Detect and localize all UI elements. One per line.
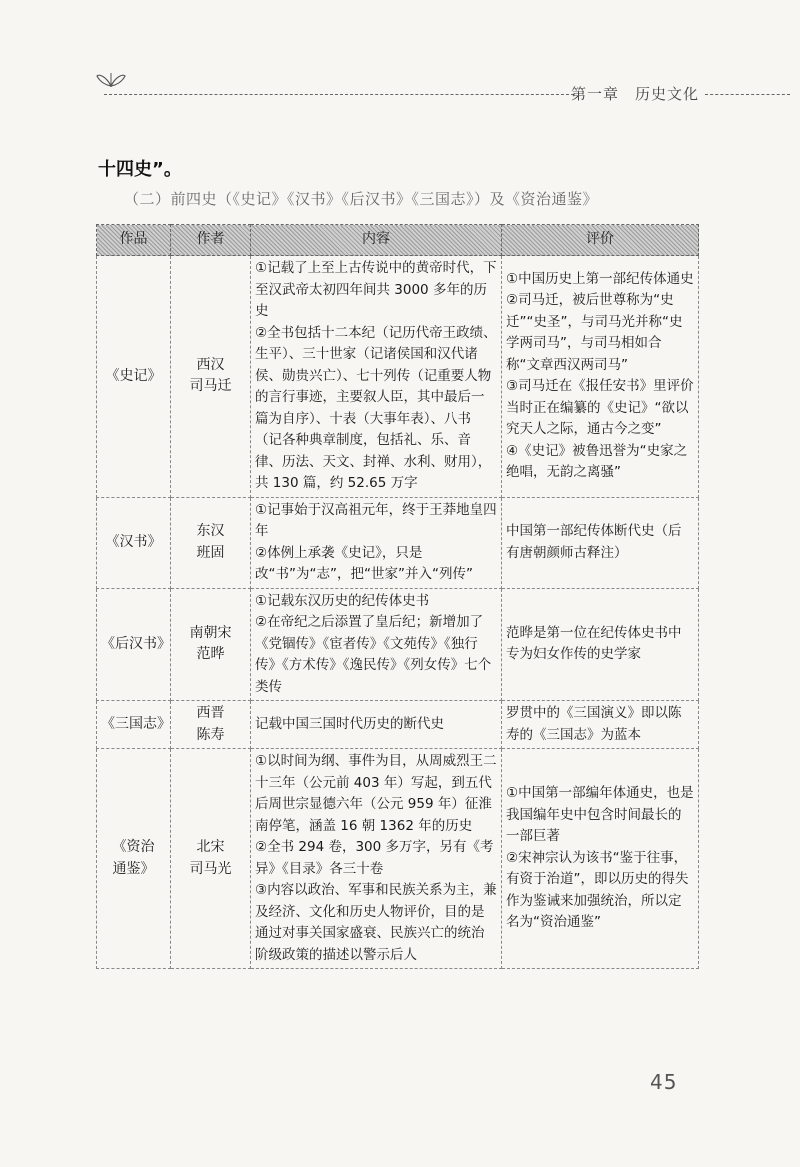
table-header-row xyxy=(97,225,699,256)
header-rule-left xyxy=(104,94,574,95)
evaluation-cell: ①中国历史上第一部纪传体通史 ②司马迁，被后世尊称为“史迁”“史圣”，与司马光并称“史学两司马”，与司马相如合称“文章西汉两司马” ③司马迁在《报任安书》里评价当时正在编纂的《史记》“欲以究天人之际，通古今之变” ④《史记》被鲁迅誉为“史家之绝唱，无韵之离骚” xyxy=(502,256,699,498)
evaluation-cell: 范晔是第一位在纪传体史书中专为妇女作传的史学家 xyxy=(502,588,699,701)
author-cell: 西晋 陈寿 xyxy=(171,701,251,749)
header-evaluation: 评价 xyxy=(502,225,699,256)
evaluation-cell: 中国第一部纪传体断代史（后有唐朝颜师古释注） xyxy=(502,497,699,588)
author-cell: 西汉 司马迁 xyxy=(171,256,251,498)
author-cell: 东汉 班固 xyxy=(171,497,251,588)
leaf-ornament-icon xyxy=(96,70,126,88)
evaluation-cell: ①中国第一部编年体通史，也是我国编年史中包含时间最长的一部巨著 ②宋神宗认为该书“鉴于往事，有资于治道”，即以历史的得失作为鉴诫来加强统治，所以定名为“资治通鉴” xyxy=(502,749,699,969)
table-row xyxy=(97,588,699,701)
evaluation-cell: 罗贯中的《三国演义》即以陈寿的《三国志》为蓝本 xyxy=(502,701,699,749)
page-header xyxy=(90,70,790,110)
content-cell: ①记载东汉历史的纪传体史书 ②在帝纪之后添置了皇后纪；新增加了《党锢传》《宦者传》《文苑传》《独行传》《方术传》《逸民传》《列女传》七个类传 xyxy=(251,588,502,701)
table-row xyxy=(97,497,699,588)
header-author: 作者 xyxy=(171,225,251,256)
section-title: （二）前四史（《史记》《汉书》《后汉书》《三国志》）及《资治通鉴》 xyxy=(124,190,599,208)
header-content: 内容 xyxy=(251,225,502,256)
author-cell: 南朝宋 范晔 xyxy=(171,588,251,701)
work-cell: 《汉书》 xyxy=(97,497,171,588)
content-cell: ①记事始于汉高祖元年，终于王莽地皇四年 ②体例上承袭《史记》，只是改“书”为“志”，把“世家”并入“列传” xyxy=(251,497,502,588)
author-cell: 北宋 司马光 xyxy=(171,749,251,969)
table-body xyxy=(97,256,699,969)
page-number: 45 xyxy=(650,1070,678,1094)
table-row xyxy=(97,749,699,969)
work-cell: 《后汉书》 xyxy=(97,588,171,701)
table-row xyxy=(97,256,699,498)
table-row xyxy=(97,701,699,749)
header-rule-right xyxy=(705,94,790,95)
chapter-title: 第一章 历史文化 xyxy=(570,85,699,103)
continued-text: 十四史”。 xyxy=(98,159,182,180)
content-cell: 记载中国三国时代历史的断代史 xyxy=(251,701,502,749)
history-table xyxy=(96,224,699,969)
content-cell: ①记载了上至上古传说中的黄帝时代，下至汉武帝太初四年间共 3000 多年的历史 ②全书包括十二本纪（记历代帝王政绩、生平）、三十世家（记诸侯国和汉代诸侯、勋贵兴亡）、七十列传（记重要人物的言行事迹，主要叙人臣，其中最后一篇为自序）、十表（大事年表）、八书（记各种典章制度，包括礼、乐、音律、历法、天文、封禅、水利、财用），共 130 篇，约 52.65 万字 xyxy=(251,256,502,498)
work-cell: 《资治 通鉴》 xyxy=(97,749,171,969)
work-cell: 《史记》 xyxy=(97,256,171,498)
header-work: 作品 xyxy=(97,225,171,256)
work-cell: 《三国志》 xyxy=(97,701,171,749)
content-cell: ①以时间为纲、事件为目，从周威烈王二十三年（公元前 403 年）写起，到五代后周世宗显德六年（公元 959 年）征淮南停笔，涵盖 16 朝 1362 年的历史 ②全书 294 卷，300 多万字，另有《考异》《目录》各三十卷 ③内容以政治、军事和民族关系为主，兼及经济、文化和历史人物评价，目的是通过对事关国家盛衰、民族兴亡的统治阶级政策的描述以警示后人 xyxy=(251,749,502,969)
